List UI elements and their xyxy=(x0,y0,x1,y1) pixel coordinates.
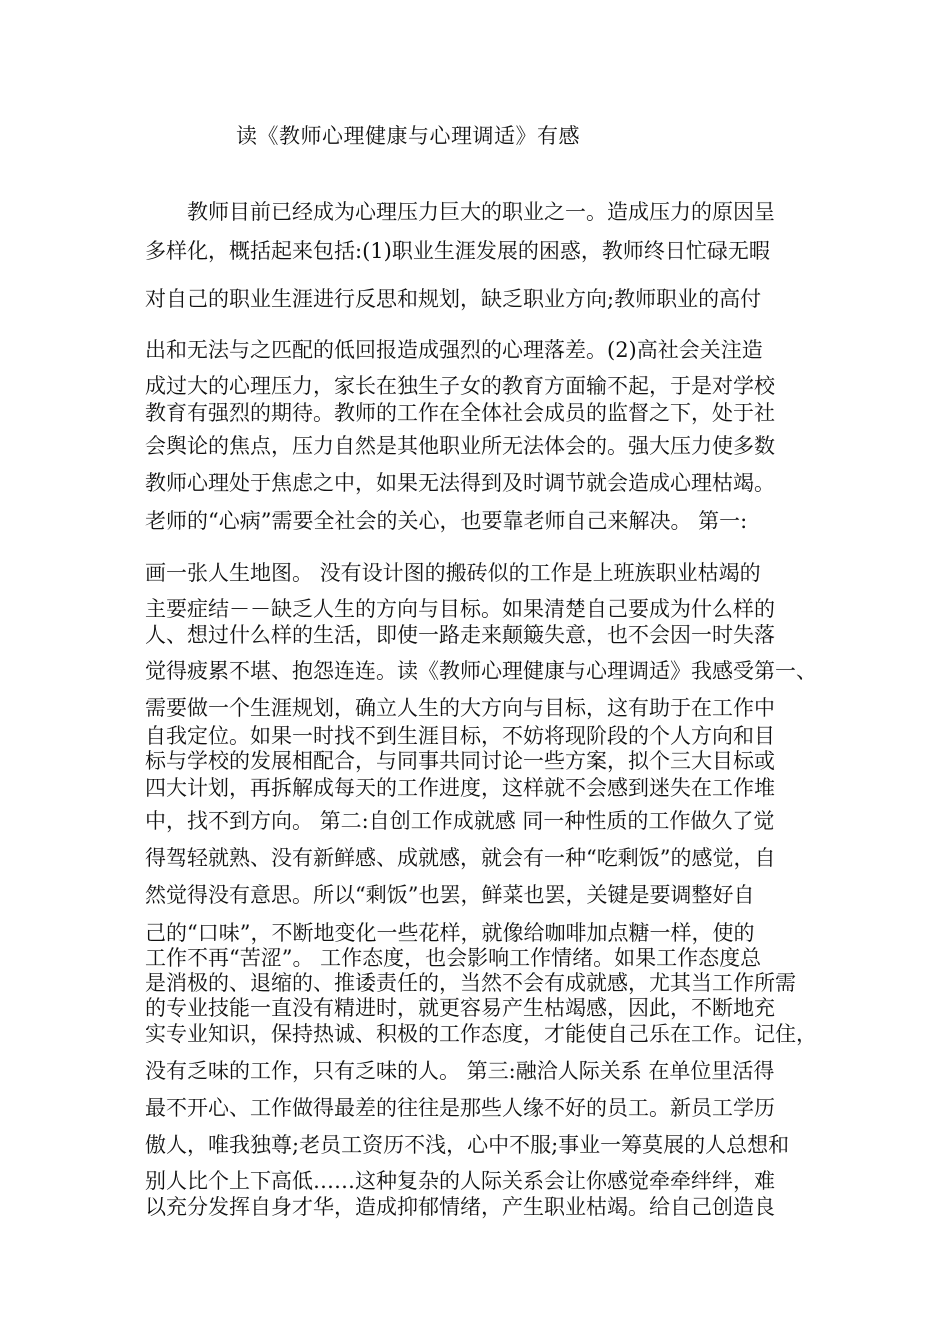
body-line: 工作不再“苦涩”。 工作态度，也会影响工作情绪。如果工作态度总 xyxy=(145,946,762,970)
body-line: 对自己的职业生涯进行反思和规划，缺乏职业方向;教师职业的高付 xyxy=(145,287,762,311)
body-line: 然觉得没有意思。所以“剩饭”也罢，鲜菜也罢，关键是要调整好自 xyxy=(145,883,755,907)
body-line: 人、想过什么样的生活，即使一路走来颠簸失意，也不会因一时失落 xyxy=(145,623,775,647)
body-line: 教育有强烈的期待。教师的工作在全体社会成员的监督之下，处于社 xyxy=(145,401,775,425)
body-line: 老师的“心病”需要全社会的关心，也要靠老师自己来解决。 第一: xyxy=(145,509,748,533)
body-line: 己的“口味”，不断地变化一些花样，就像给咖啡加点糖一样，使的 xyxy=(145,921,755,945)
body-line: 画一张人生地图。 没有设计图的搬砖似的工作是上班族职业枯竭的 xyxy=(145,561,761,585)
body-line: 需要做一个生涯规划，确立人生的大方向与目标，这有助于在工作中 xyxy=(145,696,775,720)
body-line: 中，找不到方向。 第二:自创工作成就感 同一种性质的工作做久了觉 xyxy=(145,809,775,833)
body-line: 最不开心、工作做得最差的往往是那些人缘不好的员工。新员工学历 xyxy=(145,1096,775,1120)
body-line: 自我定位。如果一时找不到生涯目标，不妨将现阶段的个人方向和目 xyxy=(145,724,775,748)
body-line: 别人比个上下高低……这种复杂的人际关系会让你感觉牵牵绊绊，难 xyxy=(145,1169,775,1193)
body-line: 会舆论的焦点，压力自然是其他职业所无法体会的。强大压力使多数 xyxy=(145,434,775,458)
body-line: 以充分发挥自身才华，造成抑郁情绪，产生职业枯竭。给自己创造良 xyxy=(145,1195,775,1219)
body-line: 标与学校的发展相配合，与同事共同讨论一些方案，拟个三大目标或 xyxy=(145,749,775,773)
body-line: 傲人，唯我独尊;老员工资历不浅，心中不服;事业一筹莫展的人总想和 xyxy=(145,1133,790,1157)
body-line: 教师心理处于焦虑之中，如果无法得到及时调节就会造成心理枯竭。 xyxy=(145,471,775,495)
body-line: 成过大的心理压力，家长在独生子女的教育方面输不起，于是对学校 xyxy=(145,374,775,398)
body-line: 得驾轻就熟、没有新鲜感、成就感，就会有一种“吃剩饭”的感觉，自 xyxy=(145,846,776,870)
body-line: 是消极的、退缩的、推诿责任的，当然不会有成就感，尤其当工作所需 xyxy=(145,971,796,995)
body-line: 四大计划，再拆解成每天的工作进度，这样就不会感到迷失在工作堆 xyxy=(145,776,775,800)
body-line: 主要症结－－缺乏人生的方向与目标。如果清楚自己要成为什么样的 xyxy=(145,597,775,621)
body-line: 的专业技能一直没有精进时，就更容易产生枯竭感，因此，不断地充 xyxy=(145,996,775,1020)
body-line: 没有乏味的工作，只有乏味的人。 第三:融洽人际关系 在单位里活得 xyxy=(145,1059,775,1083)
body-line: 教师目前已经成为心理压力巨大的职业之一。造成压力的原因呈 xyxy=(145,200,775,224)
body-line: 实专业知识，保持热诚、积极的工作态度，才能使自己乐在工作。记住， xyxy=(145,1022,817,1046)
document-title: 读《教师心理健康与心理调适》有感 xyxy=(236,124,580,148)
body-line: 多样化，概括起来包括:(1)职业生涯发展的困惑，教师终日忙碌无暇 xyxy=(145,239,770,263)
body-line: 觉得疲累不堪、抱怨连连。读《教师心理健康与心理调适》我感受第一、 xyxy=(145,659,817,683)
body-line: 出和无法与之匹配的低回报造成强烈的心理落差。(2)高社会关注造 xyxy=(145,338,763,362)
